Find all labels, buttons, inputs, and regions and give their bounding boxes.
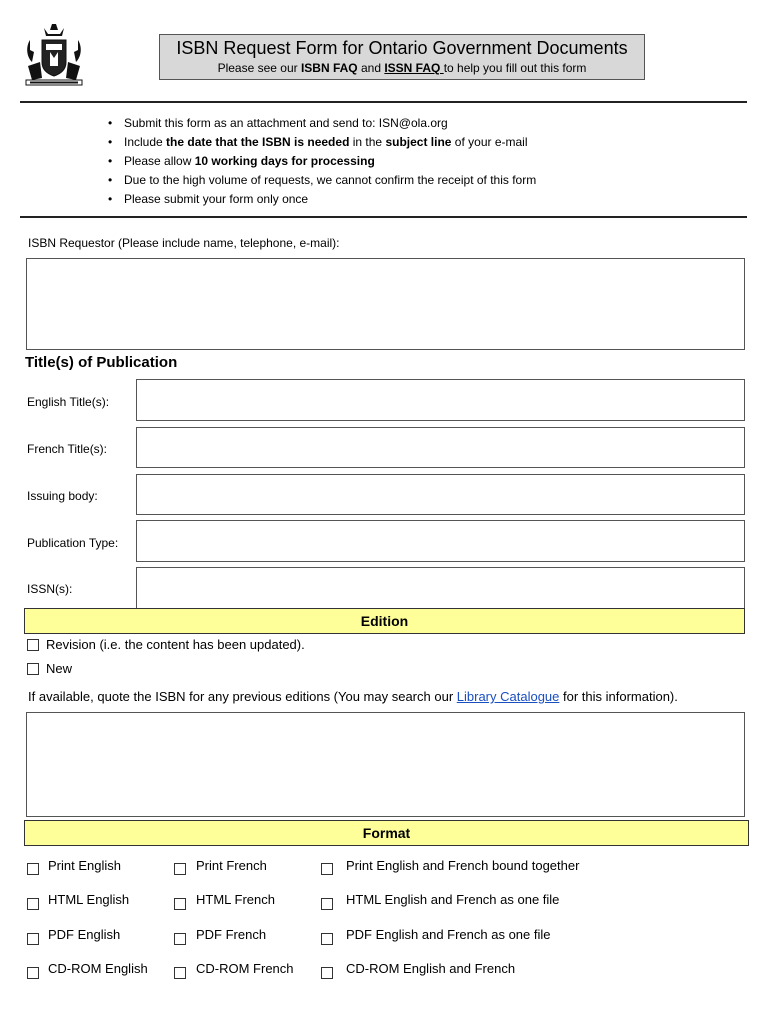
requestor-field[interactable] (26, 258, 745, 350)
instruction-item (108, 114, 536, 133)
issn-field[interactable] (136, 567, 745, 609)
publication-type-label: Publication Type: (27, 536, 119, 550)
cdrom-french-label: CD-ROM French (196, 961, 294, 976)
html-english-label: HTML English (48, 892, 130, 907)
ontario-crest-logo (22, 22, 86, 90)
issn-faq-link[interactable]: ISSN FAQ (384, 61, 444, 75)
print-bilingual-label: Print English and French bound together (346, 858, 580, 873)
print-english-checkbox[interactable] (27, 863, 39, 875)
format-band: Format (24, 820, 749, 846)
library-catalogue-link[interactable]: Library Catalogue (456, 689, 560, 704)
issuing-body-field[interactable] (136, 474, 745, 515)
titles-heading: Title(s) of Publication (25, 354, 178, 371)
instruction-text: of your e-mail (451, 135, 528, 149)
new-checkbox[interactable] (27, 663, 39, 675)
instruction-text: in the (349, 135, 386, 149)
print-french-label: Print French (196, 858, 267, 873)
previous-isbn-field[interactable] (26, 712, 745, 817)
french-title-field[interactable] (136, 427, 745, 468)
pdf-french-checkbox[interactable] (174, 933, 186, 945)
instruction-item (108, 133, 536, 152)
cdrom-bilingual-checkbox[interactable] (321, 967, 333, 979)
top-divider (20, 101, 747, 103)
issn-label: ISSN(s): (27, 582, 73, 596)
new-label: New (46, 661, 73, 676)
print-english-label: Print English (48, 858, 121, 873)
cdrom-english-label: CD-ROM English (48, 961, 148, 976)
html-bilingual-label: HTML English and French as one file (346, 892, 560, 907)
pdf-bilingual-label: PDF English and French as one file (346, 927, 551, 942)
instruction-item (108, 171, 536, 190)
instruction-text: Please allow (124, 154, 195, 168)
subtitle-text: to help you fill out this form (443, 61, 587, 75)
print-bilingual-checkbox[interactable] (321, 863, 333, 875)
instruction-text: Please submit your form only once (124, 192, 309, 206)
instruction-text: If available, quote the ISBN for any previous editions (You may search our (28, 689, 457, 704)
instructions-divider (20, 216, 747, 218)
instruction-text: for this information). (559, 689, 678, 704)
edition-band: Edition (24, 608, 745, 634)
html-french-checkbox[interactable] (174, 898, 186, 910)
pdf-french-label: PDF French (196, 927, 267, 942)
form-title-box (159, 34, 645, 80)
instruction-text: Due to the high volume of requests, we cannot confirm the receipt of this form (124, 173, 537, 187)
html-french-label: HTML French (196, 892, 275, 907)
html-english-checkbox[interactable] (27, 898, 39, 910)
cdrom-english-checkbox[interactable] (27, 967, 39, 979)
requestor-label: ISBN Requestor (Please include name, telephone, e-mail): (28, 236, 340, 250)
revision-label: Revision (i.e. the content has been updated). (46, 637, 305, 652)
previous-isbn-instruction (28, 689, 678, 704)
cdrom-bilingual-label: CD-ROM English and French (346, 961, 516, 976)
revision-checkbox[interactable] (27, 639, 39, 651)
instruction-emphasis: 10 working days for processing (194, 154, 375, 168)
instruction-text: Submit this form as an attachment and send to: ISN@ola.org (124, 116, 448, 130)
instruction-emphasis: subject line (385, 135, 452, 149)
french-title-label: French Title(s): (27, 442, 108, 456)
instruction-item (108, 190, 536, 209)
english-title-field[interactable] (136, 379, 745, 421)
cdrom-french-checkbox[interactable] (174, 967, 186, 979)
instruction-emphasis: the date that the ISBN is needed (166, 135, 350, 149)
html-bilingual-checkbox[interactable] (321, 898, 333, 910)
instruction-text: Include (124, 135, 167, 149)
instruction-item (108, 152, 536, 171)
issuing-body-label: Issuing body: (27, 489, 98, 503)
instructions-list (108, 114, 536, 209)
isbn-faq-link[interactable]: ISBN FAQ (300, 61, 358, 75)
form-subtitle (160, 61, 644, 75)
form-title: ISBN Request Form for Ontario Government Documents (176, 38, 628, 58)
pdf-english-checkbox[interactable] (27, 933, 39, 945)
publication-type-field[interactable] (136, 520, 745, 562)
english-title-label: English Title(s): (27, 395, 110, 409)
subtitle-text: Please see our (217, 61, 301, 75)
pdf-english-label: PDF English (48, 927, 121, 942)
subtitle-text: and (357, 61, 385, 75)
pdf-bilingual-checkbox[interactable] (321, 933, 333, 945)
print-french-checkbox[interactable] (174, 863, 186, 875)
